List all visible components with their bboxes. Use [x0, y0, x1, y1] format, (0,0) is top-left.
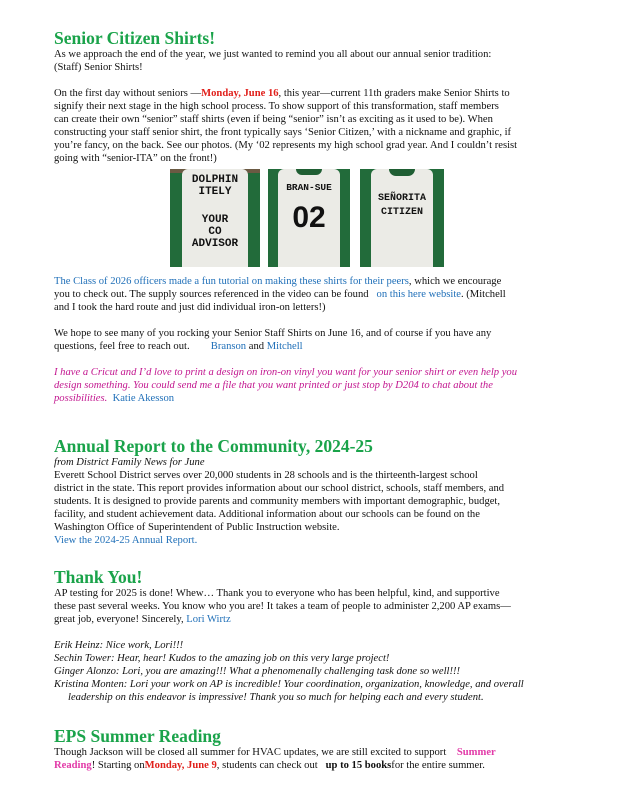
intro-line-2: (Staff) Senior Shirts!: [54, 62, 143, 73]
comment-kristina-cont: leadership on this endeavor is impressive! Thank you so much for helping each and every student.: [68, 692, 484, 703]
supply-website-link[interactable]: on this here website: [376, 289, 461, 300]
book-limit: up to 15 books: [325, 760, 392, 771]
comment-sechin: Sechin Tower: Hear, hear! Kudos to the amazing job on this very large project!: [54, 653, 390, 664]
tutorial-link[interactable]: The Class of 2026 officers made a fun tutorial on making these shirts for their peers: [54, 276, 409, 287]
section-title-senior-shirts: Senior Citizen Shirts!: [54, 28, 216, 48]
date-highlight: Monday, June 16: [201, 88, 279, 99]
shirt-photo-bran-sue: BRAN-SUE 02: [268, 169, 350, 267]
section-title-summer-reading: EPS Summer Reading: [54, 726, 221, 746]
branson-link[interactable]: Branson: [210, 341, 247, 352]
senior-shirts-section: [54, 28, 564, 405]
hope-paragraph: We hope to see many of you rocking your Senior Staff Shirts on June 16, and of course if you have any questions, feel free to reach out. Branson and Mitchell: [54, 328, 492, 352]
tradition-paragraph: On the first day without seniors —Monday, June 16, this year—current 11th graders make Senior Shirts to signify their next stage in the high school process. To show support of this transformation, staff members can create their own “senior” staff shirts (even if being “senior” isn’t as exciting as it used to be). When constructing your staff senior shirt, the front typically says ‘Senior Citizen,’ with a nickname and graphic, if you’re fancy, on the back. See our photos. (My ‘02 represents my high school grad year. And I couldn’t resist going with “senior-ITA” on the front!): [54, 88, 518, 164]
tutorial-paragraph: The Class of 2026 officers made a fun tutorial on making these shirts for their peers, which we encourage you to check out. The supply sources referenced in the video can be found on this here website. (Mitchell and I took the hard route and just did individual iron-on letters!): [54, 276, 506, 313]
summer-reading-section: EPS Summer Reading Though Jackson will be closed all summer for HVAC updates, we are still excited to support Summer Reading! Starting onMonday, June 9, students can check out up to 15 booksfor the entire summer.: [54, 726, 564, 772]
lori-wirtz-link[interactable]: Lori Wirtz: [186, 614, 231, 625]
shirt-photos: [54, 169, 564, 275]
katie-akesson-link[interactable]: Katie Akesson: [112, 393, 175, 404]
cricut-paragraph: I have a Cricut and I’d love to print a design on iron-on vinyl you want for your senior shirt or even help you design something. You could send me a file that you want printed or just stop by D204 to chat about the possibilities. Katie Akesson: [54, 367, 518, 404]
thank-you-section: Thank You! AP testing for 2025 is done! Whew… Thank you to everyone who has been helpful, kind, and supportive these past several weeks. You know who you are! It takes a team of people to administer 2,200 AP exams— great job, everyone! Sincerely, Lori Wirtz Erik Heinz: Nice work, Lori!!! Sechin Tower: Hear, hear! Kudos to the amazing job on this very large project! Ginger Alonzo: Lori, you are amazing!!! What a phenomenally challenging task done so well!!! Kristina Monten: Lori your work on AP is incredible! Your coordination, organization, knowledge, and overall leadership on this endeavor is impressive! Thank you so much for helping each and every student.: [54, 567, 564, 704]
source-line: from District Family News for June: [54, 457, 205, 468]
annual-report-section: Annual Report to the Community, 2024-25 from District Family News for June Everett School District serves over 20,000 students in 28 schools and is the thirteenth-largest school district in the state. This report provides information about our school district, schools, staff members, and students. It is designed to provide parents and community members with important demographic, budget, facility, and student achievement data. Additional information about our schools can be found on the Washington Office of Superintendent of Public Instruction website. View the 2024-25 Annual Report.: [54, 436, 564, 547]
comment-ginger: Ginger Alonzo: Lori, you are amazing!!! What a phenomenally challenging task done so well!!!: [54, 666, 461, 677]
comment-erik: Erik Heinz: Nice work, Lori!!!: [54, 640, 184, 651]
shirt-photo-senorita: SEÑORITA CITIZEN: [360, 169, 444, 267]
section-title-thank-you: Thank You!: [54, 567, 143, 587]
start-date-highlight: Monday, June 9: [144, 760, 217, 771]
section-title-annual-report: Annual Report to the Community, 2024-25: [54, 436, 373, 456]
shirt-photo-dolphin: DOLPHIN ITELY YOUR CO ADVISOR: [170, 169, 260, 267]
annual-report-link[interactable]: View the 2024-25 Annual Report.: [54, 535, 198, 546]
intro-line: As we approach the end of the year, we just wanted to remind you all about our annual senior tradition:: [54, 49, 492, 60]
mitchell-link[interactable]: Mitchell: [266, 341, 303, 352]
comment-kristina: Kristina Monten: Lori your work on AP is incredible! Your coordination, organization, knowledge, and overall: [54, 679, 524, 690]
summer-reading-highlight: Summer: [456, 747, 496, 758]
